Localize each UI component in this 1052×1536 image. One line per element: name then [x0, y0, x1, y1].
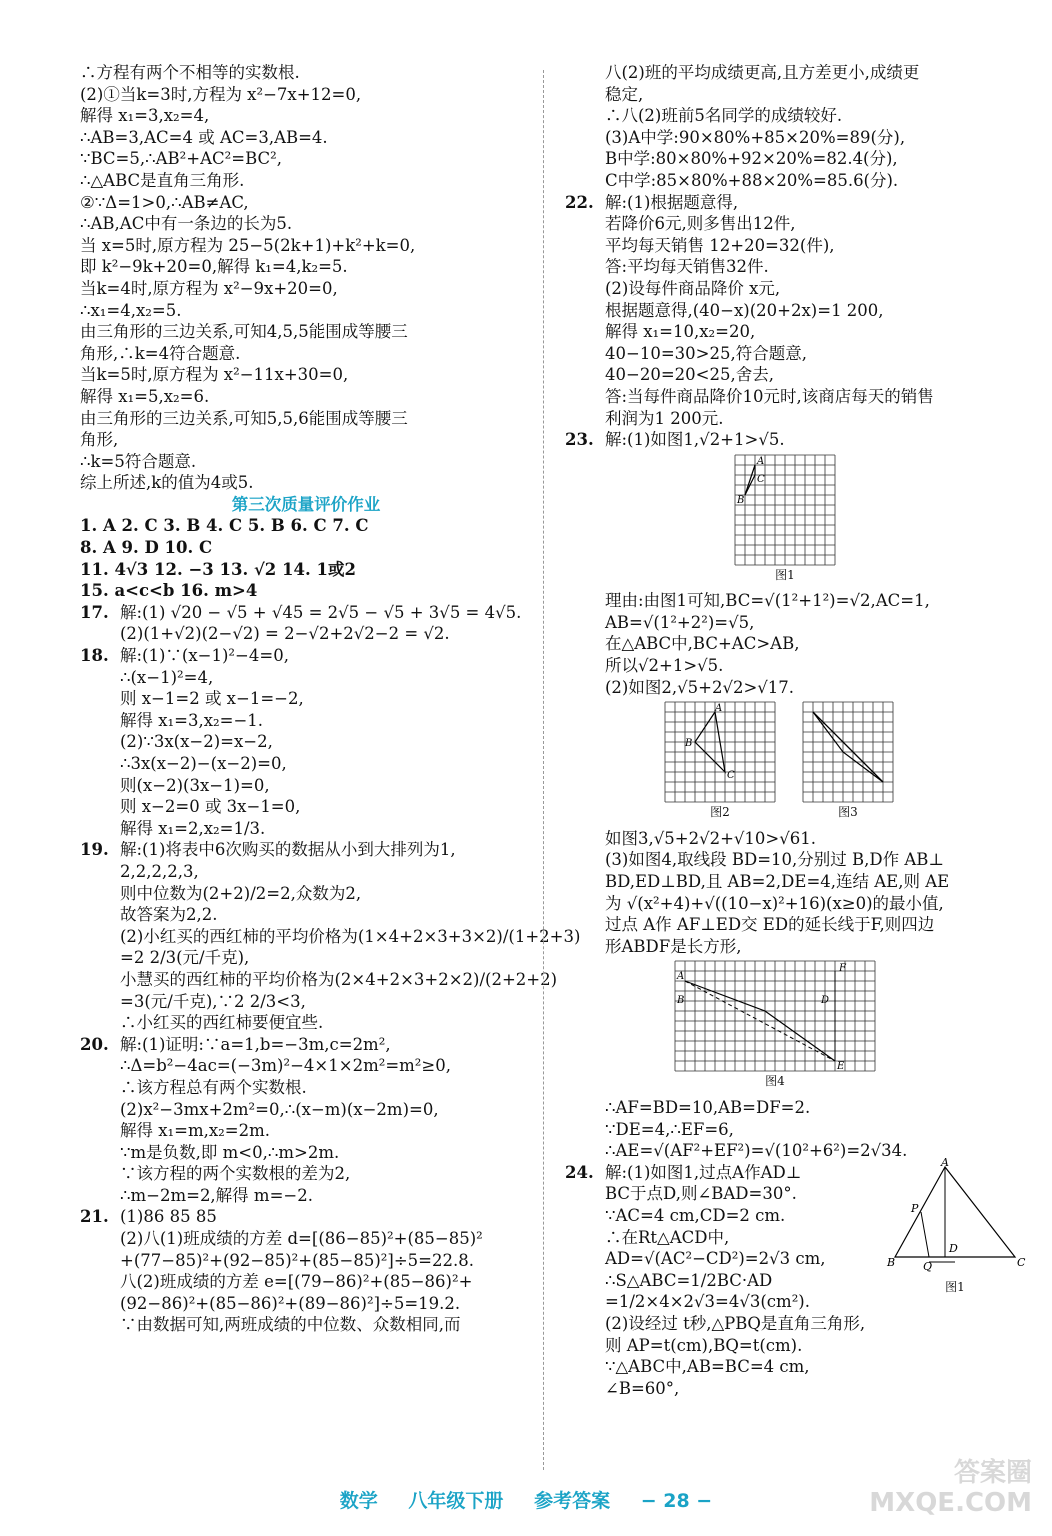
- footer-label: 参考答案: [534, 1490, 611, 1512]
- q22-line-8: 40−10=30>25,符合题意,: [605, 343, 807, 363]
- q20-line-8: ∴m−2m=2,解得 m=−2.: [120, 1185, 313, 1205]
- q21-line-3: +(77−85)²+(92−85)²+(85−85)²]÷5=22.8.: [120, 1250, 474, 1270]
- left-top-line-8: ∴AB,AC中有一条边的长为5.: [80, 214, 293, 234]
- q23-conclusion: [605, 1097, 1025, 1162]
- q18-line-1: 18. 解:(1)∵(x−1)²−4=0,: [80, 646, 289, 666]
- footer-grade: 八年级下册: [408, 1490, 504, 1512]
- fill-answers-1: 11. 4√3 12. −3 13. √2 14. 1或2: [80, 559, 356, 579]
- q18-line-9: 解得 x₁=2,x₂=1/3.: [120, 818, 266, 838]
- question-18: [80, 645, 532, 839]
- question-23: [565, 429, 1025, 1162]
- q24-line-5: AD=√(AC²−CD²)=2√3 cm,: [605, 1249, 826, 1269]
- q23-mid-line-4: 所以√2+1>√5.: [605, 656, 724, 676]
- q22-line-4: 答:平均每天销售32件.: [605, 257, 769, 277]
- question-24: [565, 1155, 1026, 1400]
- svg-text:B: B: [737, 494, 745, 506]
- figure-2-caption: 图2: [710, 805, 730, 820]
- svg-text:A: A: [757, 455, 765, 467]
- left-top-line-6: ∴△ABC是直角三角形.: [80, 170, 245, 190]
- right-top-lines: [565, 62, 1025, 192]
- q19-line-4: 故答案为2,2.: [120, 905, 218, 925]
- left-top-line-7: ②∵Δ=1>0,∴AB≠AC,: [80, 192, 249, 212]
- q22-line-10: 答:当每件商品降价10元时,该商店每天的销售: [605, 386, 934, 406]
- fill-answers-2: 15. a<c<b 16. m>4: [80, 581, 258, 601]
- q19-line-9: ∴小红买的西红柿要便宜些.: [120, 1013, 324, 1033]
- q23-reasoning: [605, 590, 1025, 698]
- q20-line-2: ∴Δ=b²−4ac=(−3m)²−4×1×2m²=m²≥0,: [120, 1056, 451, 1076]
- q18-line-4: 解得 x₁=3,x₂=−1.: [120, 710, 264, 730]
- figure-4-caption: 图4: [765, 1074, 785, 1089]
- question-number: 19.: [80, 840, 109, 860]
- q20-line-5: 解得 x₁=m,x₂=2m.: [120, 1121, 271, 1141]
- question-number: 17.: [80, 602, 109, 622]
- figure-4-grid: [675, 961, 1025, 1093]
- watermark-line-1: 答案圈: [953, 1458, 1032, 1488]
- q23-end-line-2: ∵DE=4,∴EF=6,: [605, 1119, 734, 1139]
- q22-line-6: 根据题意得,(40−x)(20+2x)=1 200,: [605, 300, 884, 320]
- svg-text:P: P: [911, 1201, 919, 1215]
- question-19: [80, 839, 581, 1033]
- q24-line-3: ∵AC=4 cm,CD=2 cm.: [605, 1205, 786, 1225]
- q22-line-5: (2)设每件商品降价 x元,: [605, 278, 781, 298]
- left-top-line-16: 解得 x₁=5,x₂=6.: [80, 386, 210, 406]
- q19-line-1: 19. 解:(1)将表中6次购买的数据从小到大排列为1,: [80, 840, 456, 860]
- q21-line-4: 八(2)班成绩的方差 e=[(79−86)²+(85−86)²+: [120, 1272, 473, 1292]
- svg-text:D: D: [949, 1241, 958, 1255]
- left-top-line-4: ∴AB=3,AC=4 或 AC=3,AB=4.: [80, 127, 328, 147]
- svg-text:D: D: [821, 995, 830, 1007]
- left-top-line-13: 由三角形的三边关系,可知4,5,5能围成等腰三: [80, 322, 408, 342]
- q24-line-4: ∴在Rt△ACD中,: [605, 1227, 730, 1247]
- q22-line-1: 22. 解:(1)根据题意得,: [565, 192, 739, 212]
- q23-mid2-line-2: (3)如图4,取线段 BD=10,分别过 B,D作 AB⊥: [605, 850, 944, 870]
- q17-line-2: (2)(1+√2)(2−√2) = 2−√2+2√2−2 = √2.: [120, 624, 450, 644]
- q24-line-9: 则 AP=t(cm),BQ=t(cm).: [605, 1335, 803, 1355]
- svg-text:E: E: [837, 1061, 845, 1073]
- svg-text:F: F: [839, 963, 846, 975]
- q24-line-8: (2)设经过 t秒,△PBQ是直角三角形,: [605, 1313, 866, 1333]
- q18-line-3: 则 x−1=2 或 x−1=−2,: [120, 689, 304, 709]
- left-top-line-18: 角形,: [80, 430, 119, 450]
- q18-line-7: 则(x−2)(3x−1)=0,: [120, 775, 270, 795]
- left-top-line-12: ∴x₁=4,x₂=5.: [80, 300, 182, 320]
- left-top-lines: [80, 62, 532, 494]
- question-17: [80, 602, 532, 645]
- question-number: 20.: [80, 1034, 109, 1054]
- left-top-line-11: 当k=4时,原方程为 x²−9x+20=0,: [80, 278, 338, 298]
- figure-1-grid: [735, 455, 1025, 587]
- q19-line-3: 则中位数为(2+2)/2=2,众数为2,: [120, 883, 362, 903]
- left-top-line-20: 综上所述,k的值为4或5.: [80, 473, 254, 493]
- left-top-line-2: (2)①当k=3时,方程为 x²−7x+12=0,: [80, 84, 362, 104]
- svg-text:Q: Q: [923, 1259, 933, 1273]
- q20-line-1: 20. 解:(1)证明:∵a=1,b=−3m,c=2m²,: [80, 1034, 391, 1054]
- right-top-line-6: C中学:85×80%+88×20%=85.6(分).: [605, 170, 899, 190]
- question-number: 22.: [565, 192, 594, 212]
- q19-line-8: =3(元/千克),∵2 2/3<3,: [120, 991, 306, 1011]
- right-top-line-3: ∴八(2)班前5名同学的成绩较好.: [605, 106, 843, 126]
- right-top-line-4: (3)A中学:90×80%+85×20%=89(分),: [605, 127, 906, 147]
- question-number: 21.: [80, 1207, 109, 1227]
- footer-subject: 数学: [339, 1490, 378, 1512]
- svg-text:A: A: [941, 1155, 949, 1169]
- q24-figure-1: [885, 1155, 1026, 1299]
- q18-line-8: 则 x−2=0 或 3x−1=0,: [120, 797, 301, 817]
- q20-line-7: ∵该方程的两个实数根的差为2,: [120, 1164, 351, 1184]
- svg-text:B: B: [887, 1255, 896, 1269]
- figure-1-caption: 图1: [775, 567, 795, 582]
- q21-line-1: 21. (1)86 85 85: [80, 1207, 217, 1227]
- q24-line-6: ∴S△ABC=1/2BC·AD: [605, 1270, 773, 1290]
- question-number: 18.: [80, 646, 109, 666]
- column-divider: [543, 70, 544, 1470]
- q19-line-6: =2 2/3(元/千克),: [120, 948, 250, 968]
- svg-text:B: B: [677, 995, 685, 1007]
- q23-mid-line-1: 理由:由图1可知,BC=√(1²+1²)=√2,AC=1,: [605, 591, 930, 611]
- right-top-line-2: 稳定,: [605, 84, 644, 104]
- right-top-line-5: B中学:80×80%+92×20%=82.4(分),: [605, 149, 898, 169]
- q22-line-9: 40−20=20<25,舍去,: [605, 365, 774, 385]
- section-title: 第三次质量评价作业: [231, 494, 381, 514]
- mc-answers-2: 8. A 9. D 10. C: [80, 538, 213, 558]
- q21-line-2: (2)八(1)班成绩的方差 d=[(86−85)²+(85−85)²: [120, 1229, 483, 1249]
- svg-text:C: C: [1017, 1255, 1026, 1269]
- left-top-line-17: 由三角形的三边关系,可知5,5,6能围成等腰三: [80, 408, 408, 428]
- mc-answers-1: 1. A 2. C 3. B 4. C 5. B 6. C 7. C: [80, 516, 369, 536]
- q23-mid2-line-1: 如图3,√5+2√2+√10>√61.: [605, 828, 817, 848]
- q17-line-1: 17. 解:(1) √20 − √5 + √45 = 2√5 − √5 + 3√5 = 4√5.: [80, 602, 522, 622]
- question-20: [80, 1034, 532, 1207]
- q23-mid-line-3: 在△ABC中,BC+AC>AB,: [605, 634, 800, 654]
- q23-part3: [605, 828, 1025, 958]
- q19-line-5: (2)小红买的西红柿的平均价格为(1×4+2×3+3×2)/(1+2+3): [120, 926, 581, 946]
- svg-text:C: C: [727, 770, 735, 782]
- q20-line-4: (2)x²−3mx+2m²=0,∴(x−m)(x−2m)=0,: [120, 1099, 439, 1119]
- right-top-line-1: 八(2)班的平均成绩更高,且方差更小,成绩更: [605, 63, 920, 82]
- q23-end-line-1: ∴AF=BD=10,AB=DF=2.: [605, 1098, 811, 1117]
- question-21: [80, 1206, 532, 1336]
- q24-line-11: ∠B=60°,: [605, 1378, 680, 1398]
- q20-line-6: ∵m是负数,即 m<0,∴m>2m.: [120, 1142, 340, 1162]
- right-column: [565, 62, 1025, 1399]
- q23-mid2-line-6: 形ABDF是长方形,: [605, 936, 742, 956]
- footer-page: − 28 −: [640, 1490, 713, 1512]
- question-number: 24.: [565, 1162, 594, 1182]
- q18-line-2: ∴(x−1)²=4,: [120, 667, 214, 687]
- left-top-line-10: 即 k²−9k+20=0,解得 k₁=4,k₂=5.: [80, 257, 348, 277]
- watermark-line-2: MXQE.COM: [869, 1488, 1032, 1518]
- q23-mid-line-5: (2)如图2,√5+2√2>√17.: [605, 677, 795, 697]
- svg-text:A: A: [715, 703, 723, 715]
- left-top-line-1: ∴方程有两个不相等的实数根.: [80, 63, 300, 82]
- q22-line-11: 利润为1 200元.: [605, 408, 724, 428]
- q24-line-7: =1/2×4×2√3=4√3(cm²).: [605, 1292, 810, 1312]
- q19-line-2: 2,2,2,2,3,: [120, 861, 199, 881]
- left-top-line-5: ∵BC=5,∴AB²+AC²=BC²,: [80, 149, 282, 169]
- q24-line-2: BC于点D,则∠BAD=30°.: [605, 1184, 797, 1204]
- q23-line-1: 解:(1)如图1,√2+1>√5.: [605, 430, 785, 450]
- q20-line-3: ∴该方程总有两个实数根.: [120, 1077, 307, 1097]
- q21-line-5: (92−86)²+(85−86)²+(89−86)²]÷5=19.2.: [120, 1293, 461, 1313]
- q23-mid2-line-3: BD,ED⊥BD,且 AB=2,DE=4,连结 AE,则 AE: [605, 872, 950, 892]
- q18-line-5: (2)∵3x(x−2)=x−2,: [120, 732, 273, 752]
- q18-line-6: ∴3x(x−2)−(x−2)=0,: [120, 754, 287, 773]
- q23-number: 23.: [565, 430, 594, 450]
- question-22: [565, 192, 1025, 430]
- figures-2-3-grids: [665, 702, 1025, 824]
- q22-line-3: 平均每天销售 12+20=32(件),: [605, 235, 835, 255]
- q22-line-7: 解得 x₁=10,x₂=20,: [605, 322, 756, 342]
- q23-mid2-line-5: 过点 A作 AF⊥ED交 ED的延长线于F,则四边: [605, 915, 935, 935]
- figure-3-caption: 图3: [838, 805, 858, 820]
- q21-line-6: ∵由数据可知,两班成绩的中位数、众数相同,而: [120, 1315, 461, 1335]
- left-top-line-9: 当 x=5时,原方程为 25−5(2k+1)+k²+k=0,: [80, 235, 416, 255]
- svg-text:C: C: [757, 473, 765, 485]
- q22-line-2: 若降价6元,则多售出12件,: [605, 214, 796, 234]
- q19-line-7: 小慧买的西红柿的平均价格为(2×4+2×3+2×2)/(2+2+2): [120, 969, 558, 989]
- q24-figure-caption: 图1: [945, 1280, 965, 1295]
- svg-text:A: A: [677, 971, 685, 983]
- q23-mid-line-2: AB=√(1²+2²)=√5,: [605, 612, 755, 632]
- q23-end-line-3: ∴AE=√(AF²+EF²)=√(10²+6²)=2√34.: [605, 1141, 908, 1161]
- left-column: [80, 62, 581, 1336]
- svg-text:B: B: [685, 738, 693, 750]
- watermark: [869, 1458, 1032, 1518]
- left-top-line-14: 角形,∴k=4符合题意.: [80, 343, 241, 363]
- q23-mid2-line-4: 为 √(x²+4)+√((10−x)²+16)(x≥0)的最小值,: [605, 893, 944, 913]
- q24-line-10: ∵△ABC中,AB=BC=4 cm,: [605, 1357, 810, 1377]
- left-top-line-15: 当k=5时,原方程为 x²−11x+30=0,: [80, 365, 349, 385]
- left-top-line-3: 解得 x₁=3,x₂=4,: [80, 106, 210, 126]
- left-top-line-19: ∴k=5符合题意.: [80, 451, 197, 471]
- q24-line-1: 24. 解:(1)如图1,过点A作AD⊥: [565, 1162, 802, 1182]
